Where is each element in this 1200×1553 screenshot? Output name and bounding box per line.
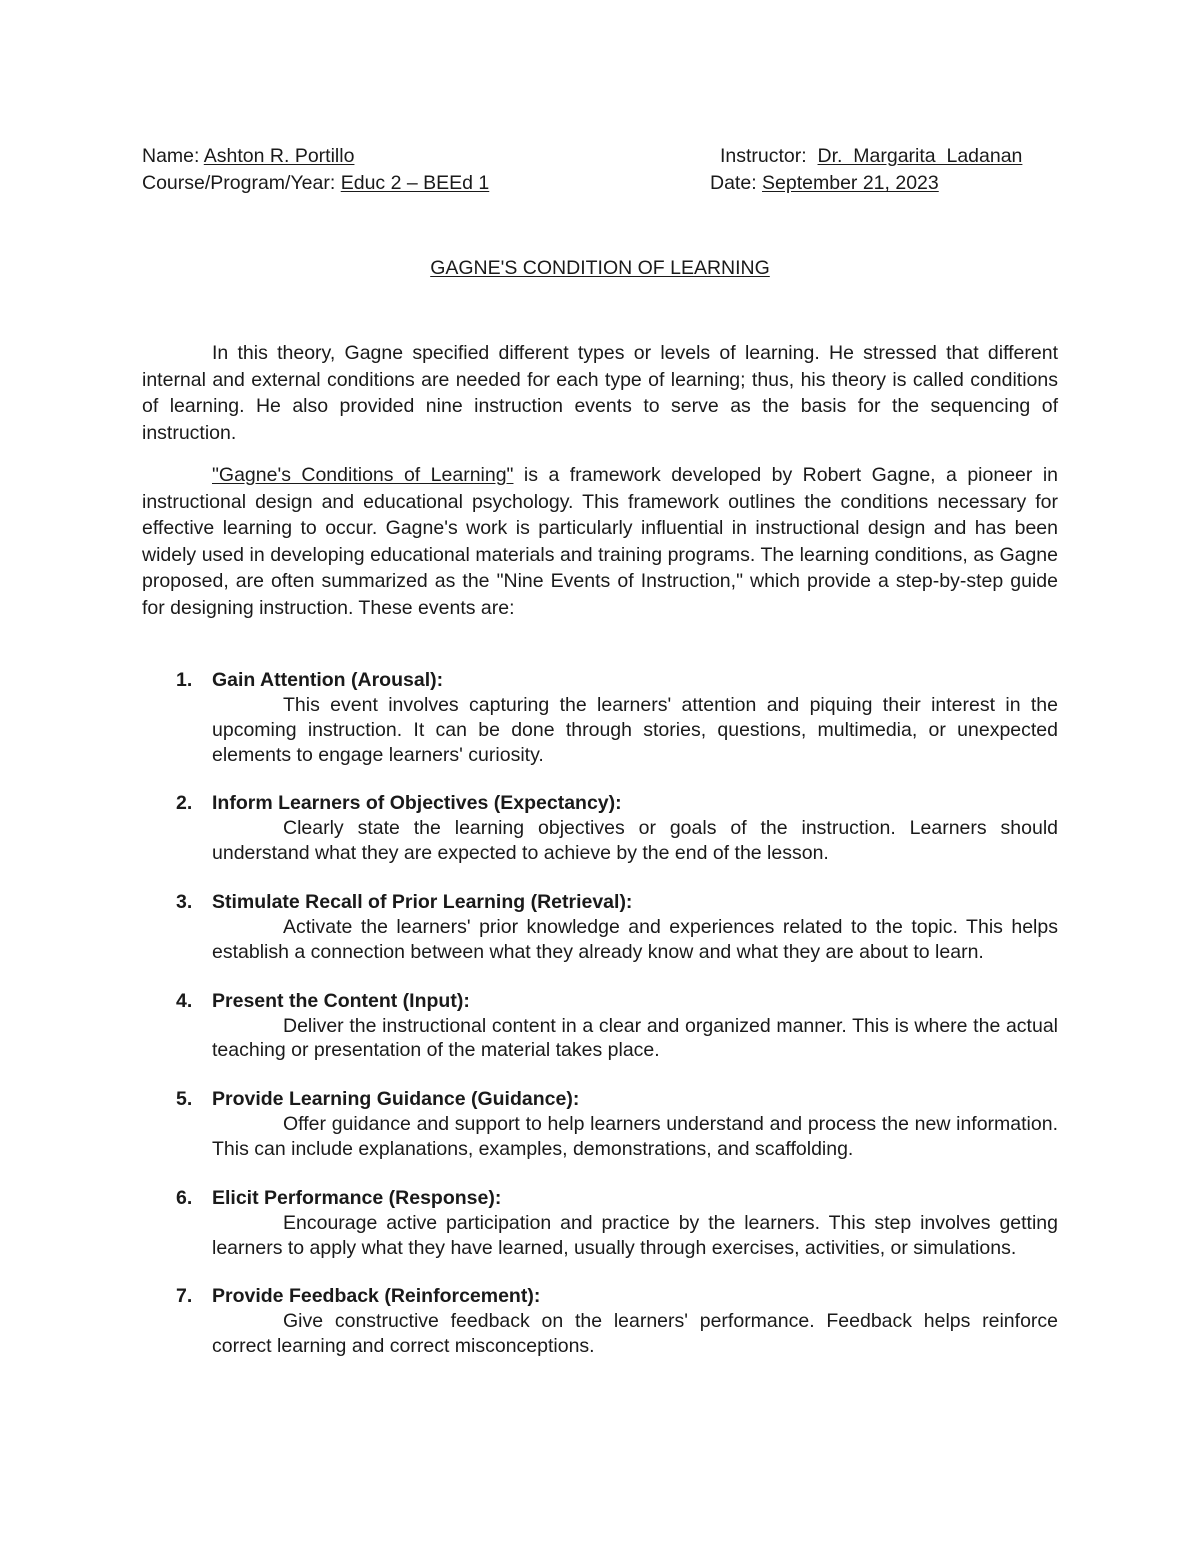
intro-paragraph: In this theory, Gagne specified different types or levels of learning. He stressed that different internal and external conditions are needed for each type of learning; thus, his theory is called conditions of learning. He also provided nine instruction events to serve as the basis for the sequencing of instruction. (142, 342, 1058, 444)
course-line (142, 170, 489, 197)
course-label: Course/Program/Year: (142, 172, 341, 194)
event-description: Deliver the instructional content in a clear and organized manner. This is where the actual teaching or presentation of the material takes place. (212, 1014, 1058, 1062)
instructor-line (710, 143, 1022, 170)
event-heading: Elicit Performance (Response): (212, 1186, 502, 1209)
document-title: GAGNE'S CONDITION OF LEARNING (430, 257, 770, 279)
event-description: Encourage active participation and practice by the learners. This step involves getting learners to apply what they have learned, usually through exercises, activities, or simulations. (212, 1211, 1058, 1259)
event-description: Give constructive feedback on the learners' performance. Feedback helps reinforce correct learning and correct misconceptions. (212, 1310, 1058, 1358)
instructor-label: Instructor: (720, 145, 818, 167)
list-item (142, 668, 1058, 767)
event-description: Clearly state the learning objectives or goals of the instruction. Learners should understand what they are expected to achieve by the end of the lesson. (212, 817, 1058, 865)
event-heading: Inform Learners of Objectives (Expectancy): (212, 792, 622, 815)
event-number: 1. (176, 669, 193, 691)
event-heading: Stimulate Recall of Prior Learning (Retrieval): (212, 890, 633, 913)
student-info (142, 143, 489, 197)
event-number: 7. (176, 1285, 193, 1308)
event-number: 6. (176, 1186, 193, 1209)
event-number: 3. (176, 890, 193, 913)
framework-paragraph-text: is a framework developed by Robert Gagne, a pioneer in instructional design and educational psychology. This framework outlines the conditions necessary for effective learning to occur. Gagne's work is particularly influential in instructional design and has been widely used in developing educational materials and training programs. The learning conditions, as Gagne proposed, are often summarized as the "Nine Events of Instruction," which provide a step-by-step guide for designing instruction. These events are: (142, 464, 1058, 619)
event-heading: Provide Learning Guidance (Guidance): (212, 1088, 580, 1111)
date-line (710, 170, 1022, 197)
event-number: 5. (176, 1088, 193, 1111)
event-number: 2. (176, 792, 193, 815)
event-description: This event involves capturing the learners' attention and piquing their interest in the upcoming instruction. It can be done through stories, questions, multimedia, or unexpected elements to engage learners' curiosity. (212, 694, 1058, 766)
event-description: Offer guidance and support to help learners understand and process the new information. This can include explanations, examples, demonstrations, and scaffolding. (212, 1113, 1058, 1160)
list-item (142, 791, 1058, 866)
name-value: Ashton R. Portillo (203, 145, 355, 167)
name-label: Name: (142, 145, 204, 167)
event-heading: Present the Content (Input): (212, 989, 470, 1012)
event-heading: Provide Feedback (Reinforcement): (212, 1285, 541, 1308)
list-item (142, 989, 1058, 1064)
event-heading: Gain Attention (Arousal): (212, 669, 444, 691)
instructor-info (710, 143, 1022, 197)
list-item (142, 1284, 1058, 1359)
event-number: 4. (176, 989, 193, 1012)
instructor-value: Dr. Margarita Ladanan (817, 145, 1023, 167)
list-item (142, 1087, 1058, 1162)
events-list (142, 668, 1058, 1383)
framework-paragraph (142, 462, 1058, 622)
event-description: Activate the learners' prior knowledge and experiences related to the topic. This helps establish a connection between what they already know and what they are about to learn. (212, 915, 1058, 963)
list-item (142, 1186, 1058, 1261)
name-line (142, 143, 489, 170)
date-value: September 21, 2023 (762, 172, 939, 194)
date-label: Date: (710, 172, 763, 194)
list-item (142, 890, 1058, 965)
course-value: Educ 2 – BEEd 1 (340, 172, 490, 194)
framework-name-link: "Gagne's Conditions of Learning" (212, 464, 514, 486)
